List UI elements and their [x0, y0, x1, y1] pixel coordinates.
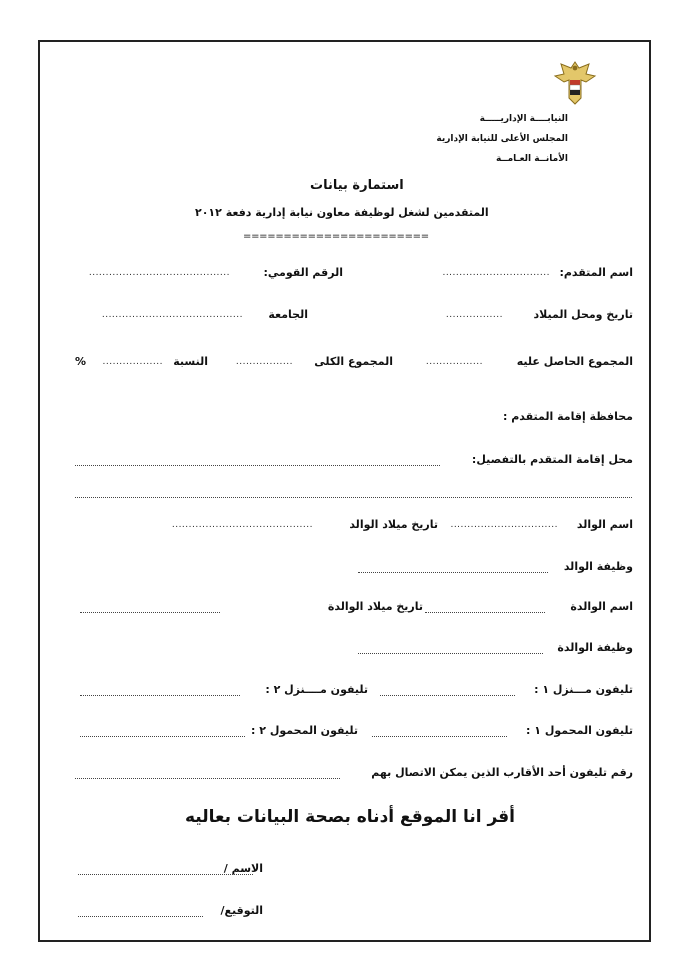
- national-id-label: الرقم القومي:: [263, 266, 343, 279]
- father-name-dots[interactable]: ................................: [450, 520, 558, 530]
- relative-phone-line[interactable]: [75, 778, 340, 779]
- residence-detail-line-2[interactable]: [75, 497, 632, 498]
- signature-name-label: الاسم /: [223, 862, 263, 875]
- home-phone-1-label: تليفون مـــنزل ١ :: [534, 683, 633, 696]
- mother-job-label: وظيفة الوالدة: [557, 641, 633, 654]
- signature-name-line[interactable]: [78, 874, 253, 875]
- father-name-label: اسم الوالد: [576, 518, 633, 531]
- applicant-name-dots[interactable]: ................................: [442, 268, 550, 278]
- national-id-dots[interactable]: ..........................................: [88, 268, 230, 278]
- grand-total-label: المجموع الكلى: [314, 355, 393, 368]
- mobile-1-label: تليفون المحمول ١ :: [526, 724, 633, 737]
- form-subtitle: المتقدمين لشغل لوظيفة معاون نيابة إدارية دفعة ٢٠١٢: [195, 206, 489, 219]
- grand-total-dots[interactable]: .................: [235, 357, 293, 367]
- mother-birth-date-label: تاريخ ميلاد الوالدة: [327, 600, 423, 613]
- mobile-2-line[interactable]: [80, 736, 245, 737]
- residence-governorate-label: محافظة إقامة المتقدم :: [502, 410, 633, 423]
- father-job-label: وظيفة الوالد: [563, 560, 633, 573]
- mobile-1-line[interactable]: [372, 736, 507, 737]
- home-phone-1-line[interactable]: [380, 695, 515, 696]
- father-job-line[interactable]: [358, 572, 548, 573]
- org-name-2: المجلس الأعلى للنيابة الإدارية: [436, 134, 568, 144]
- university-label: الجامعة: [268, 308, 308, 321]
- org-name-3: الأمانــة العـامــة: [495, 154, 568, 164]
- percentage-label: النسبة: [173, 355, 208, 368]
- percent-sign: %: [75, 355, 87, 368]
- separator-line: =======================: [243, 231, 429, 242]
- eagle-emblem-icon: [553, 58, 597, 108]
- home-phone-2-line[interactable]: [80, 695, 240, 696]
- mother-name-label: اسم الوالدة: [570, 600, 633, 613]
- birth-date-place-label: تاريخ ومحل الميلاد: [533, 308, 633, 321]
- mother-name-line[interactable]: [425, 612, 545, 613]
- total-score-label: المجموع الحاصل عليه: [516, 355, 633, 368]
- total-score-dots[interactable]: .................: [425, 357, 483, 367]
- relative-phone-label: رقم تليفون أحد الأقارب الذين يمكن الاتصال بهم: [371, 766, 633, 779]
- home-phone-2-label: تليفون مــــنزل ٢ :: [265, 683, 368, 696]
- form-title: استمارة بيانات: [310, 178, 404, 193]
- applicant-name-label: اسم المتقدم:: [559, 266, 633, 279]
- residence-detail-line[interactable]: [75, 465, 440, 466]
- residence-detail-label: محل إقامة المتقدم بالتفصيل:: [471, 453, 633, 466]
- signature-label: التوقيع/: [220, 904, 263, 917]
- declaration-text: أقر انا الموقع أدناه بصحة البيانات بعاليه: [185, 807, 516, 827]
- university-dots[interactable]: ..........................................: [101, 310, 243, 320]
- mother-job-line[interactable]: [358, 653, 543, 654]
- father-birth-date-dots[interactable]: ..........................................: [171, 520, 313, 530]
- birth-date-place-dots[interactable]: .................: [445, 310, 503, 320]
- percentage-dots[interactable]: ..................: [102, 357, 163, 367]
- signature-line[interactable]: [78, 916, 203, 917]
- mother-birth-date-line[interactable]: [80, 612, 220, 613]
- mobile-2-label: تليفون المحمول ٢ :: [251, 724, 358, 737]
- father-birth-date-label: تاريخ ميلاد الوالد: [349, 518, 438, 531]
- org-name-1: النيابــــة الإداريـــــة: [479, 114, 568, 124]
